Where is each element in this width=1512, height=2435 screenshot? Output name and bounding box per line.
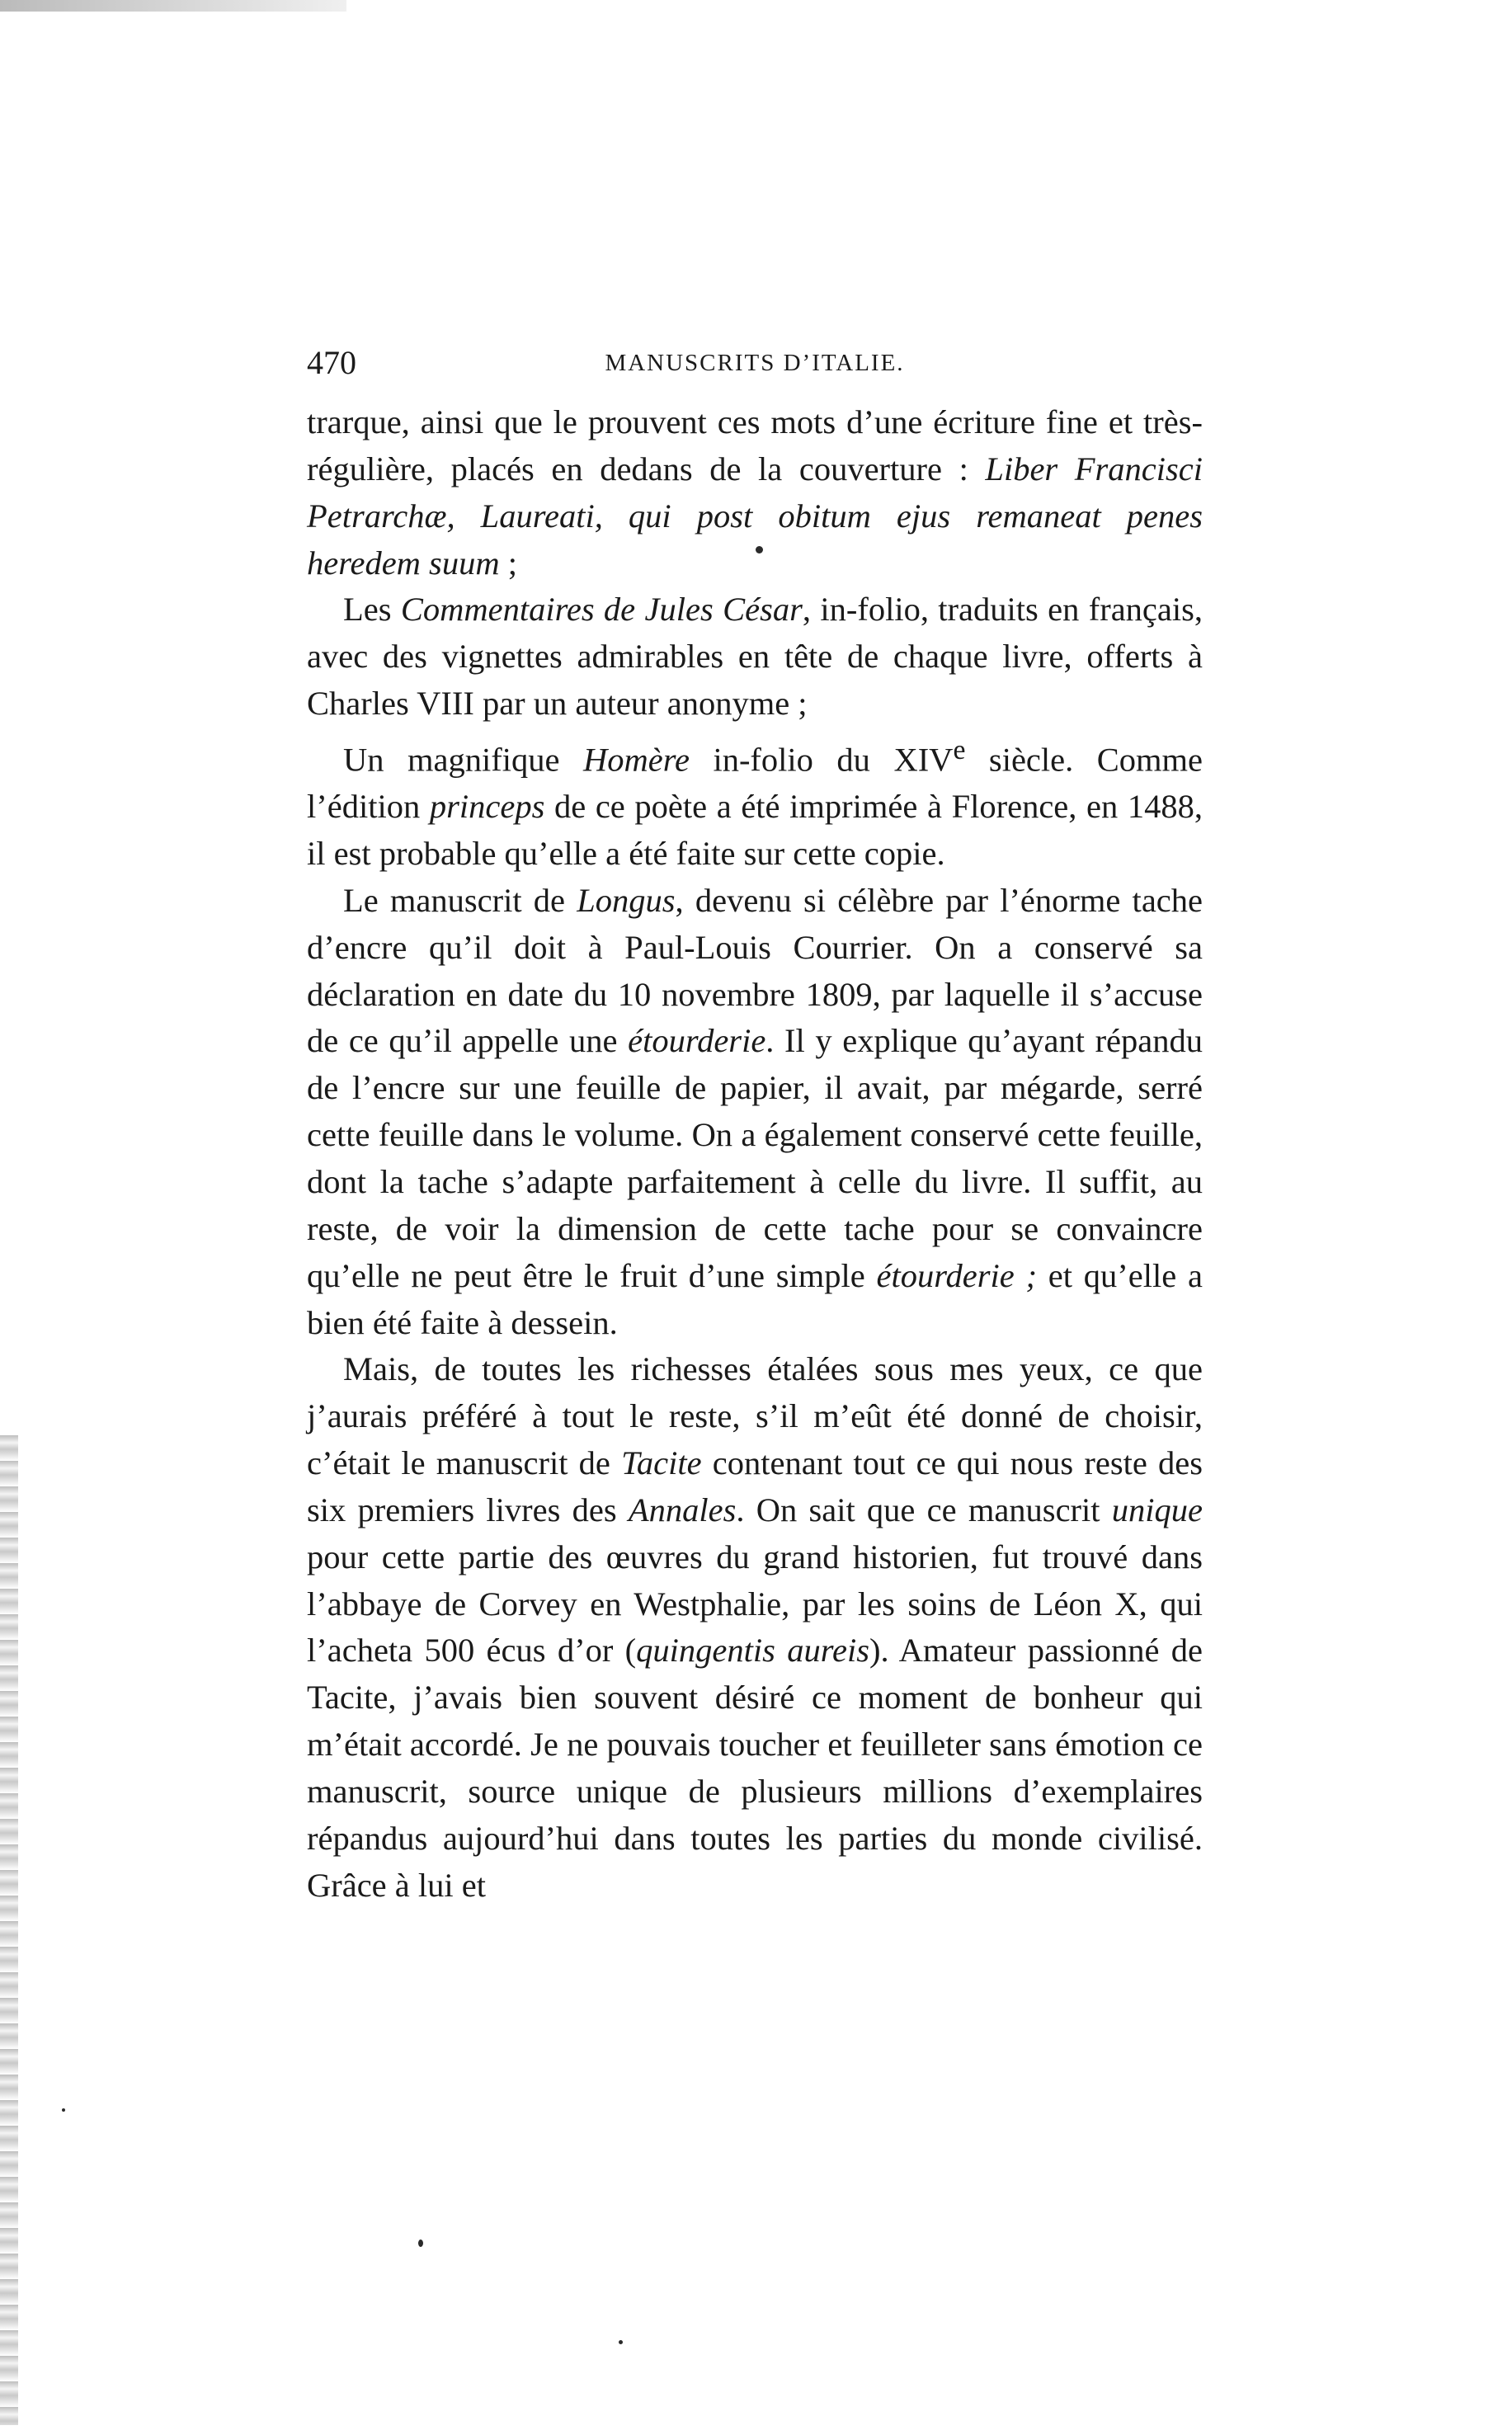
- italic-text: Homère: [582, 741, 690, 779]
- text-run: siècle. Comme l’édition: [307, 741, 1203, 826]
- text-run: Mais, de toutes les richesses étalées sous mes yeux, ce que j’aurais préféré à tout le reste, s’il m’eût été donné de choisir, c’était le manuscrit de: [307, 1350, 1203, 1482]
- italic-text: étourderie: [628, 1022, 766, 1060]
- italic-text: étourderie ;: [876, 1256, 1037, 1294]
- paragraph: [307, 728, 1203, 878]
- italic-text: Liber Francisci Petrarchæ, Laureati, qui post obitum ejus remaneat penes heredem suum: [307, 450, 1203, 582]
- page-number: 470: [307, 344, 356, 381]
- paragraph: [307, 878, 1203, 1346]
- paragraph: [307, 399, 1203, 586]
- text-run: ). Amateur passionné de Tacite, j’avais bien souvent désiré ce moment de bonheur qui m’était accordé. Je ne pouvais toucher et feuilleter sans émotion ce manuscrit, source unique de plusieurs millions d’exemplaires répandus aujourd’hui dans toutes les parties du monde civilisé. Grâce à lui et: [307, 1632, 1203, 1904]
- scan-edge-noise-left: [0, 1435, 18, 2425]
- scan-edge-noise-top: [0, 0, 346, 12]
- text-run: Un magnifique: [343, 741, 583, 779]
- ink-speck: [756, 546, 763, 553]
- text-run: in-folio du XIV: [689, 741, 954, 779]
- text-run: contenant tout ce qui nous reste des six premiers livres des: [307, 1444, 1203, 1528]
- text-run: , in-folio, traduits en français, avec des vignettes admirables en tête de chaque livre, offerts à Charles VIII par un auteur anonyme ;: [307, 591, 1203, 723]
- italic-text: unique: [1111, 1491, 1203, 1528]
- text-run: pour cette partie des œuvres du grand historien, fut trouvé dans l’abbaye de Corvey en Westphalie, par les soins de Léon X, qui l’acheta 500 écus d’or (: [307, 1538, 1203, 1670]
- italic-text: Longus: [577, 881, 676, 919]
- paragraph: [307, 586, 1203, 728]
- text-run: et qu’elle a bien été faite à dessein.: [307, 1256, 1203, 1341]
- ink-speck: [62, 2108, 65, 2112]
- text-run: Les: [343, 591, 401, 629]
- italic-text: Commentaires de Jules César: [400, 591, 803, 629]
- superscript-text: e: [953, 734, 966, 765]
- paragraph: [307, 1346, 1203, 1909]
- ink-speck: [418, 2240, 423, 2247]
- italic-text: quingentis aureis: [636, 1632, 869, 1670]
- text-run: . Il y explique qu’ayant répandu de l’encre sur une feuille de papier, il avait, par mégarde, serré cette feuille dans le volume. On a également conservé cette feuille, dont la tache s’adapte parfaitement à celle du livre. Il suffit, au reste, de voir la dimension de cette tache pour se convaincre qu’elle ne peut être le fruit d’une simple: [307, 1022, 1203, 1294]
- page-header: [307, 338, 1203, 388]
- text-run: Le manuscrit de: [343, 881, 577, 919]
- text-run: trarque, ainsi que le prouvent ces mots d’une écriture fine et très-régulière, placés en dedans de la couverture :: [307, 403, 1203, 487]
- ink-speck: [619, 2340, 623, 2344]
- body-text: [307, 399, 1203, 1910]
- text-run: ;: [499, 544, 517, 582]
- italic-text: Tacite: [621, 1444, 702, 1482]
- text-run: de ce poète a été imprimée à Florence, en 1488, il est probable qu’elle a été faite sur cette copie.: [307, 788, 1203, 873]
- italic-text: Annales: [628, 1491, 737, 1528]
- text-run: . On sait que ce manuscrit: [736, 1491, 1112, 1528]
- running-title: MANUSCRITS D’ITALIE.: [605, 350, 905, 376]
- text-run: , devenu si célèbre par l’énorme tache d’encre qu’il doit à Paul-Louis Courrier. On a conservé sa déclaration en date du 10 novembre 1809, par laquelle il s’accuse de ce qu’il appelle une: [307, 881, 1203, 1060]
- italic-text: princeps: [429, 788, 545, 826]
